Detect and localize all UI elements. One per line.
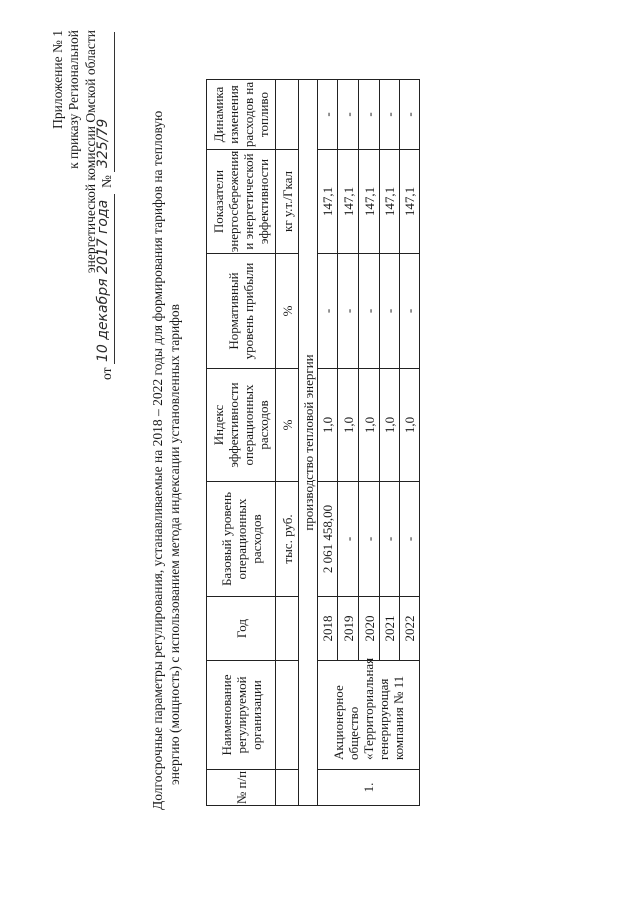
year-cell: 2022 bbox=[399, 596, 420, 661]
energy-cell: 147,1 bbox=[317, 149, 338, 254]
year-cell: 2018 bbox=[317, 596, 338, 661]
fuel-cell: - bbox=[317, 79, 338, 150]
year-cell: 2020 bbox=[358, 596, 380, 661]
col-header-efficiency-index: Индекс эффективности операционных расходов bbox=[206, 368, 276, 482]
fuel-cell: - bbox=[379, 79, 400, 150]
commission-name: энергетической комиссии Омской области bbox=[83, 30, 98, 274]
energy-cell: 147,1 bbox=[399, 149, 420, 254]
unit-cell-index: % bbox=[275, 368, 299, 482]
number-prefix: № bbox=[99, 175, 114, 188]
col-header-profit-level: Нормативный уровень прибыли bbox=[206, 253, 276, 369]
handwritten-number: 325/79 bbox=[95, 118, 111, 168]
date-number-line bbox=[95, 30, 117, 380]
index-cell: 1,0 bbox=[358, 368, 380, 482]
col-header-fuel-dynamics: Динамика изменения расходов на топливо bbox=[206, 79, 276, 150]
profit-cell: - bbox=[337, 253, 359, 369]
date-underline bbox=[114, 194, 115, 364]
order-reference: к приказу Региональной bbox=[66, 30, 81, 169]
profit-cell: - bbox=[399, 253, 420, 369]
handwritten-date: 10 декабря 2017 года bbox=[95, 199, 111, 362]
energy-cell: 147,1 bbox=[337, 149, 359, 254]
index-cell: 1,0 bbox=[399, 368, 420, 482]
unit-cell bbox=[275, 596, 299, 661]
profit-cell: - bbox=[379, 253, 400, 369]
unit-cell-profit: % bbox=[275, 253, 299, 369]
section-heading: производство тепловой энергии bbox=[298, 79, 318, 806]
year-cell: 2019 bbox=[337, 596, 359, 661]
base-cell: 2 061 458,00 bbox=[317, 481, 338, 597]
unit-cell-fuel bbox=[275, 79, 299, 150]
energy-cell: 147,1 bbox=[379, 149, 400, 254]
fuel-cell: - bbox=[337, 79, 359, 150]
parameters-table bbox=[206, 79, 420, 806]
col-header-number: № п/п bbox=[206, 769, 276, 806]
base-cell: - bbox=[358, 481, 380, 597]
appendix-title: Приложение № 1 bbox=[50, 30, 65, 129]
base-cell: - bbox=[379, 481, 400, 597]
unit-cell-base: тыс. руб. bbox=[275, 481, 299, 597]
profit-cell: - bbox=[317, 253, 338, 369]
fuel-cell: - bbox=[358, 79, 380, 150]
unit-cell-energy: кг у.т./Гкал bbox=[275, 149, 299, 254]
col-header-organization: Наименование регулируемой организации bbox=[206, 660, 276, 770]
number-underline bbox=[114, 32, 115, 172]
from-prefix: от bbox=[99, 367, 114, 380]
base-cell: - bbox=[337, 481, 359, 597]
unit-cell bbox=[275, 660, 299, 770]
base-cell: - bbox=[399, 481, 420, 597]
unit-cell bbox=[275, 769, 299, 806]
energy-cell: 147,1 bbox=[358, 149, 380, 254]
profit-cell: - bbox=[358, 253, 380, 369]
year-cell: 2021 bbox=[379, 596, 400, 661]
index-cell: 1,0 bbox=[379, 368, 400, 482]
org-number: 1. bbox=[317, 769, 420, 806]
org-name: Акционерное общество «Территориальная генерирующая компания № 11 bbox=[317, 660, 420, 770]
col-header-base-opex: Базовый уровень операционных расходов bbox=[206, 481, 276, 597]
document-title-line1: Долгосрочные параметры регулирования, устанавливаемые на 2018 – 2022 годы для формирования тарифов на тепловую bbox=[150, 110, 165, 810]
index-cell: 1,0 bbox=[337, 368, 359, 482]
fuel-cell: - bbox=[399, 79, 420, 150]
index-cell: 1,0 bbox=[317, 368, 338, 482]
col-header-year: Год bbox=[206, 596, 276, 661]
col-header-energy-efficiency: Показатели энергосбережения и энергетической эффективности bbox=[206, 149, 276, 254]
document-title-line2: энергию (мощность) с использованием метода индексации установленных тарифов bbox=[167, 303, 182, 785]
